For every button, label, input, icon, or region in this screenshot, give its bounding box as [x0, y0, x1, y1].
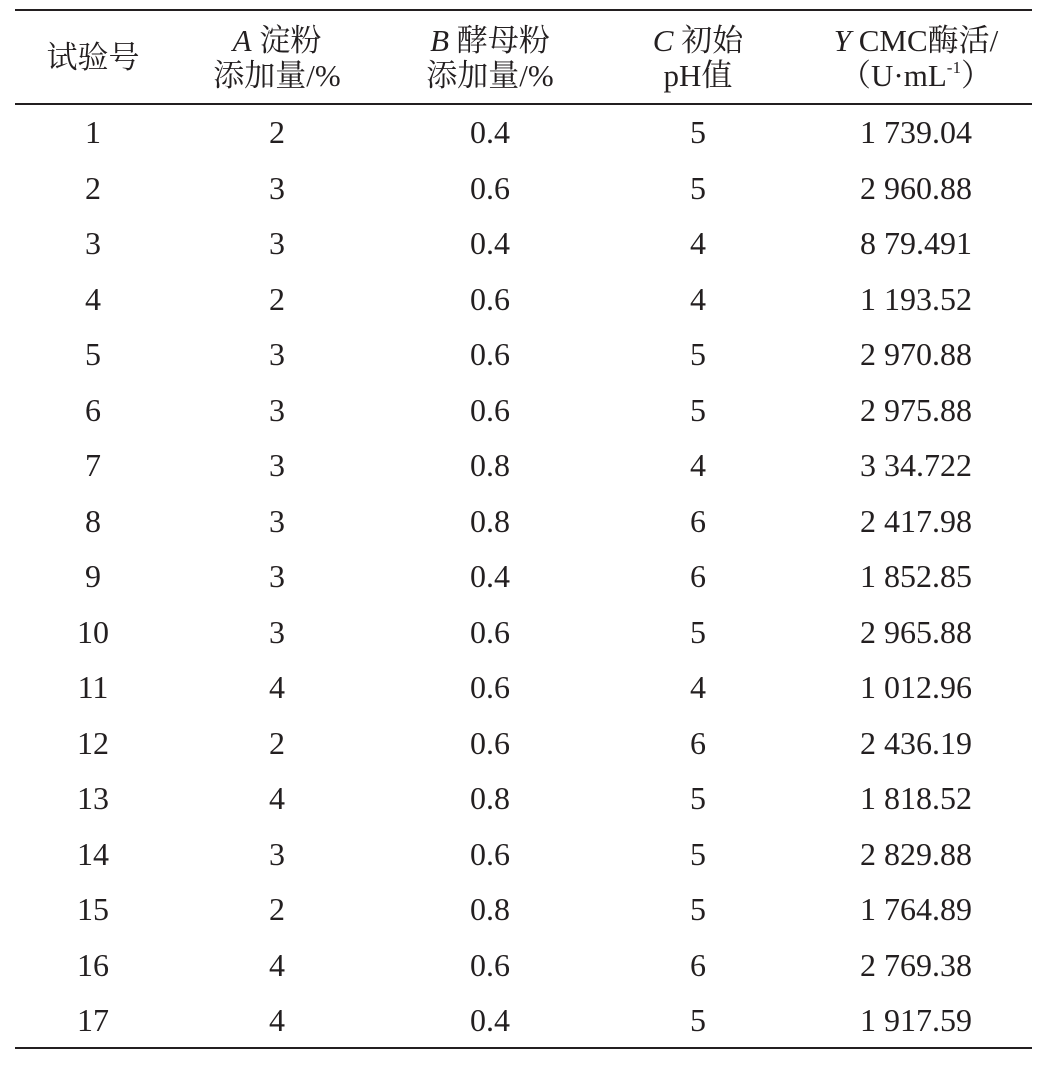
initial-ph-cell: 6 [690, 558, 706, 595]
cmc-enzyme-activity-cell: 1 764.89 [860, 891, 972, 928]
starch-addition-cell: 3 [269, 391, 285, 428]
yeast-powder-addition-cell: 0.8 [470, 891, 510, 928]
starch-addition-cell: 3 [269, 225, 285, 262]
trial-number-cell: 8 [85, 502, 101, 539]
trial-number-cell: 11 [77, 669, 109, 706]
factor-a-name: 淀粉 [259, 22, 322, 58]
cmc-enzyme-activity-cell: 8 79.491 [860, 225, 972, 262]
yeast-powder-addition-cell: 0.6 [470, 391, 510, 428]
starch-addition-cell: 3 [269, 613, 285, 650]
header-activity-line1 [796, 23, 1036, 58]
initial-ph-cell: 5 [690, 835, 706, 872]
cmc-enzyme-activity-cell: 2 965.88 [860, 613, 972, 650]
yeast-powder-addition-cell: 0.6 [470, 724, 510, 761]
header-yeast-powder-addition [370, 23, 610, 93]
header-starch-addition [157, 23, 397, 93]
cmc-enzyme-activity-cell: 1 193.52 [860, 280, 972, 317]
initial-ph-cell: 4 [690, 225, 706, 262]
yeast-powder-addition-cell: 0.4 [470, 1002, 510, 1039]
table-row [0, 993, 1053, 1049]
table-row [0, 771, 1053, 827]
table-row [0, 716, 1053, 772]
starch-addition-cell: 2 [269, 280, 285, 317]
trial-number-cell: 12 [77, 724, 109, 761]
cmc-enzyme-activity-cell: 2 970.88 [860, 336, 972, 373]
factor-b-name: 酵母粉 [456, 22, 550, 58]
trial-number-cell: 13 [77, 780, 109, 817]
initial-ph-cell: 6 [690, 502, 706, 539]
trial-number-cell: 1 [85, 114, 101, 151]
trial-number-cell: 5 [85, 336, 101, 373]
starch-addition-cell: 3 [269, 336, 285, 373]
yeast-powder-addition-cell: 0.8 [470, 502, 510, 539]
cmc-enzyme-activity-cell: 3 34.722 [860, 447, 972, 484]
starch-addition-cell: 3 [269, 169, 285, 206]
yeast-powder-addition-cell: 0.6 [470, 169, 510, 206]
initial-ph-cell: 6 [690, 724, 706, 761]
cmc-enzyme-activity-cell: 2 769.38 [860, 946, 972, 983]
table-row [0, 494, 1053, 550]
initial-ph-cell: 5 [690, 169, 706, 206]
table-row [0, 938, 1053, 994]
header-yeast-line1 [370, 23, 610, 58]
trial-number-cell: 16 [77, 946, 109, 983]
cmc-enzyme-activity-cell: 1 818.52 [860, 780, 972, 817]
trial-number-cell: 9 [85, 558, 101, 595]
initial-ph-cell: 5 [690, 891, 706, 928]
cmc-enzyme-activity-cell: 2 829.88 [860, 835, 972, 872]
yeast-powder-addition-cell: 0.8 [470, 780, 510, 817]
table-row [0, 438, 1053, 494]
factor-c-name: 初始 [681, 22, 744, 58]
unit-open: （U·mL [840, 57, 947, 93]
cmc-enzyme-activity-cell: 2 417.98 [860, 502, 972, 539]
table-row [0, 161, 1053, 217]
factor-c-unit: pH值 [663, 57, 733, 93]
starch-addition-cell: 4 [269, 669, 285, 706]
starch-addition-cell: 2 [269, 114, 285, 151]
initial-ph-cell: 4 [690, 280, 706, 317]
initial-ph-cell: 5 [690, 391, 706, 428]
trial-number-cell: 2 [85, 169, 101, 206]
table-body [0, 105, 1053, 1049]
starch-addition-cell: 3 [269, 835, 285, 872]
response-y-unit [796, 58, 1036, 93]
initial-ph-cell: 4 [690, 447, 706, 484]
response-y-symbol: Y [833, 22, 851, 58]
header-initial-ph [578, 23, 818, 93]
cmc-enzyme-activity-cell: 2 436.19 [860, 724, 972, 761]
trial-number-cell: 10 [77, 613, 109, 650]
initial-ph-cell: 6 [690, 946, 706, 983]
table-row [0, 105, 1053, 161]
cmc-enzyme-activity-cell: 2 960.88 [860, 169, 972, 206]
starch-addition-cell: 3 [269, 447, 285, 484]
yeast-powder-addition-cell: 0.6 [470, 336, 510, 373]
table-row [0, 827, 1053, 883]
trial-number-cell: 14 [77, 835, 109, 872]
trial-number-cell: 3 [85, 225, 101, 262]
trial-number-cell: 17 [77, 1002, 109, 1039]
header-ph-line1 [578, 23, 818, 58]
initial-ph-cell: 4 [690, 669, 706, 706]
initial-ph-cell: 5 [690, 114, 706, 151]
response-y-name: CMC酶活/ [858, 22, 999, 58]
factor-b-symbol: B [430, 22, 450, 58]
header-starch-line1 [157, 23, 397, 58]
initial-ph-cell: 5 [690, 780, 706, 817]
starch-addition-cell: 4 [269, 1002, 285, 1039]
initial-ph-cell: 5 [690, 1002, 706, 1039]
starch-addition-cell: 2 [269, 724, 285, 761]
trial-number-cell: 6 [85, 391, 101, 428]
trial-number-cell: 15 [77, 891, 109, 928]
factor-a-unit: 添加量/% [213, 57, 341, 93]
initial-ph-cell: 5 [690, 336, 706, 373]
factor-a-symbol: A [232, 22, 252, 58]
table-row [0, 272, 1053, 328]
cmc-enzyme-activity-cell: 1 739.04 [860, 114, 972, 151]
table-row [0, 383, 1053, 439]
table-top-rule [15, 9, 1032, 11]
cmc-enzyme-activity-cell: 2 975.88 [860, 391, 972, 428]
starch-addition-cell: 2 [269, 891, 285, 928]
yeast-powder-addition-cell: 0.6 [470, 613, 510, 650]
starch-addition-cell: 3 [269, 502, 285, 539]
yeast-powder-addition-cell: 0.6 [470, 946, 510, 983]
table-row [0, 605, 1053, 661]
table-row [0, 327, 1053, 383]
header-cmc-enzyme-activity [796, 23, 1036, 93]
initial-ph-cell: 5 [690, 613, 706, 650]
header-trial-label: 试验号 [46, 39, 140, 75]
table-row [0, 882, 1053, 938]
cmc-enzyme-activity-cell: 1 852.85 [860, 558, 972, 595]
starch-addition-cell: 4 [269, 946, 285, 983]
unit-close: ） [960, 57, 992, 93]
yeast-powder-addition-cell: 0.6 [470, 835, 510, 872]
yeast-powder-addition-cell: 0.6 [470, 669, 510, 706]
table-row [0, 660, 1053, 716]
unit-superscript: -1 [946, 57, 961, 77]
yeast-powder-addition-cell: 0.8 [470, 447, 510, 484]
table-row [0, 549, 1053, 605]
starch-addition-cell: 4 [269, 780, 285, 817]
yeast-powder-addition-cell: 0.6 [470, 280, 510, 317]
trial-number-cell: 7 [85, 447, 101, 484]
trial-number-cell: 4 [85, 280, 101, 317]
table-bottom-rule [15, 1047, 1032, 1049]
yeast-powder-addition-cell: 0.4 [470, 558, 510, 595]
cmc-enzyme-activity-cell: 1 917.59 [860, 1002, 972, 1039]
cmc-enzyme-activity-cell: 1 012.96 [860, 669, 972, 706]
table-row [0, 216, 1053, 272]
starch-addition-cell: 3 [269, 558, 285, 595]
yeast-powder-addition-cell: 0.4 [470, 114, 510, 151]
factor-c-symbol: C [652, 22, 674, 58]
factor-b-unit: 添加量/% [426, 57, 554, 93]
yeast-powder-addition-cell: 0.4 [470, 225, 510, 262]
